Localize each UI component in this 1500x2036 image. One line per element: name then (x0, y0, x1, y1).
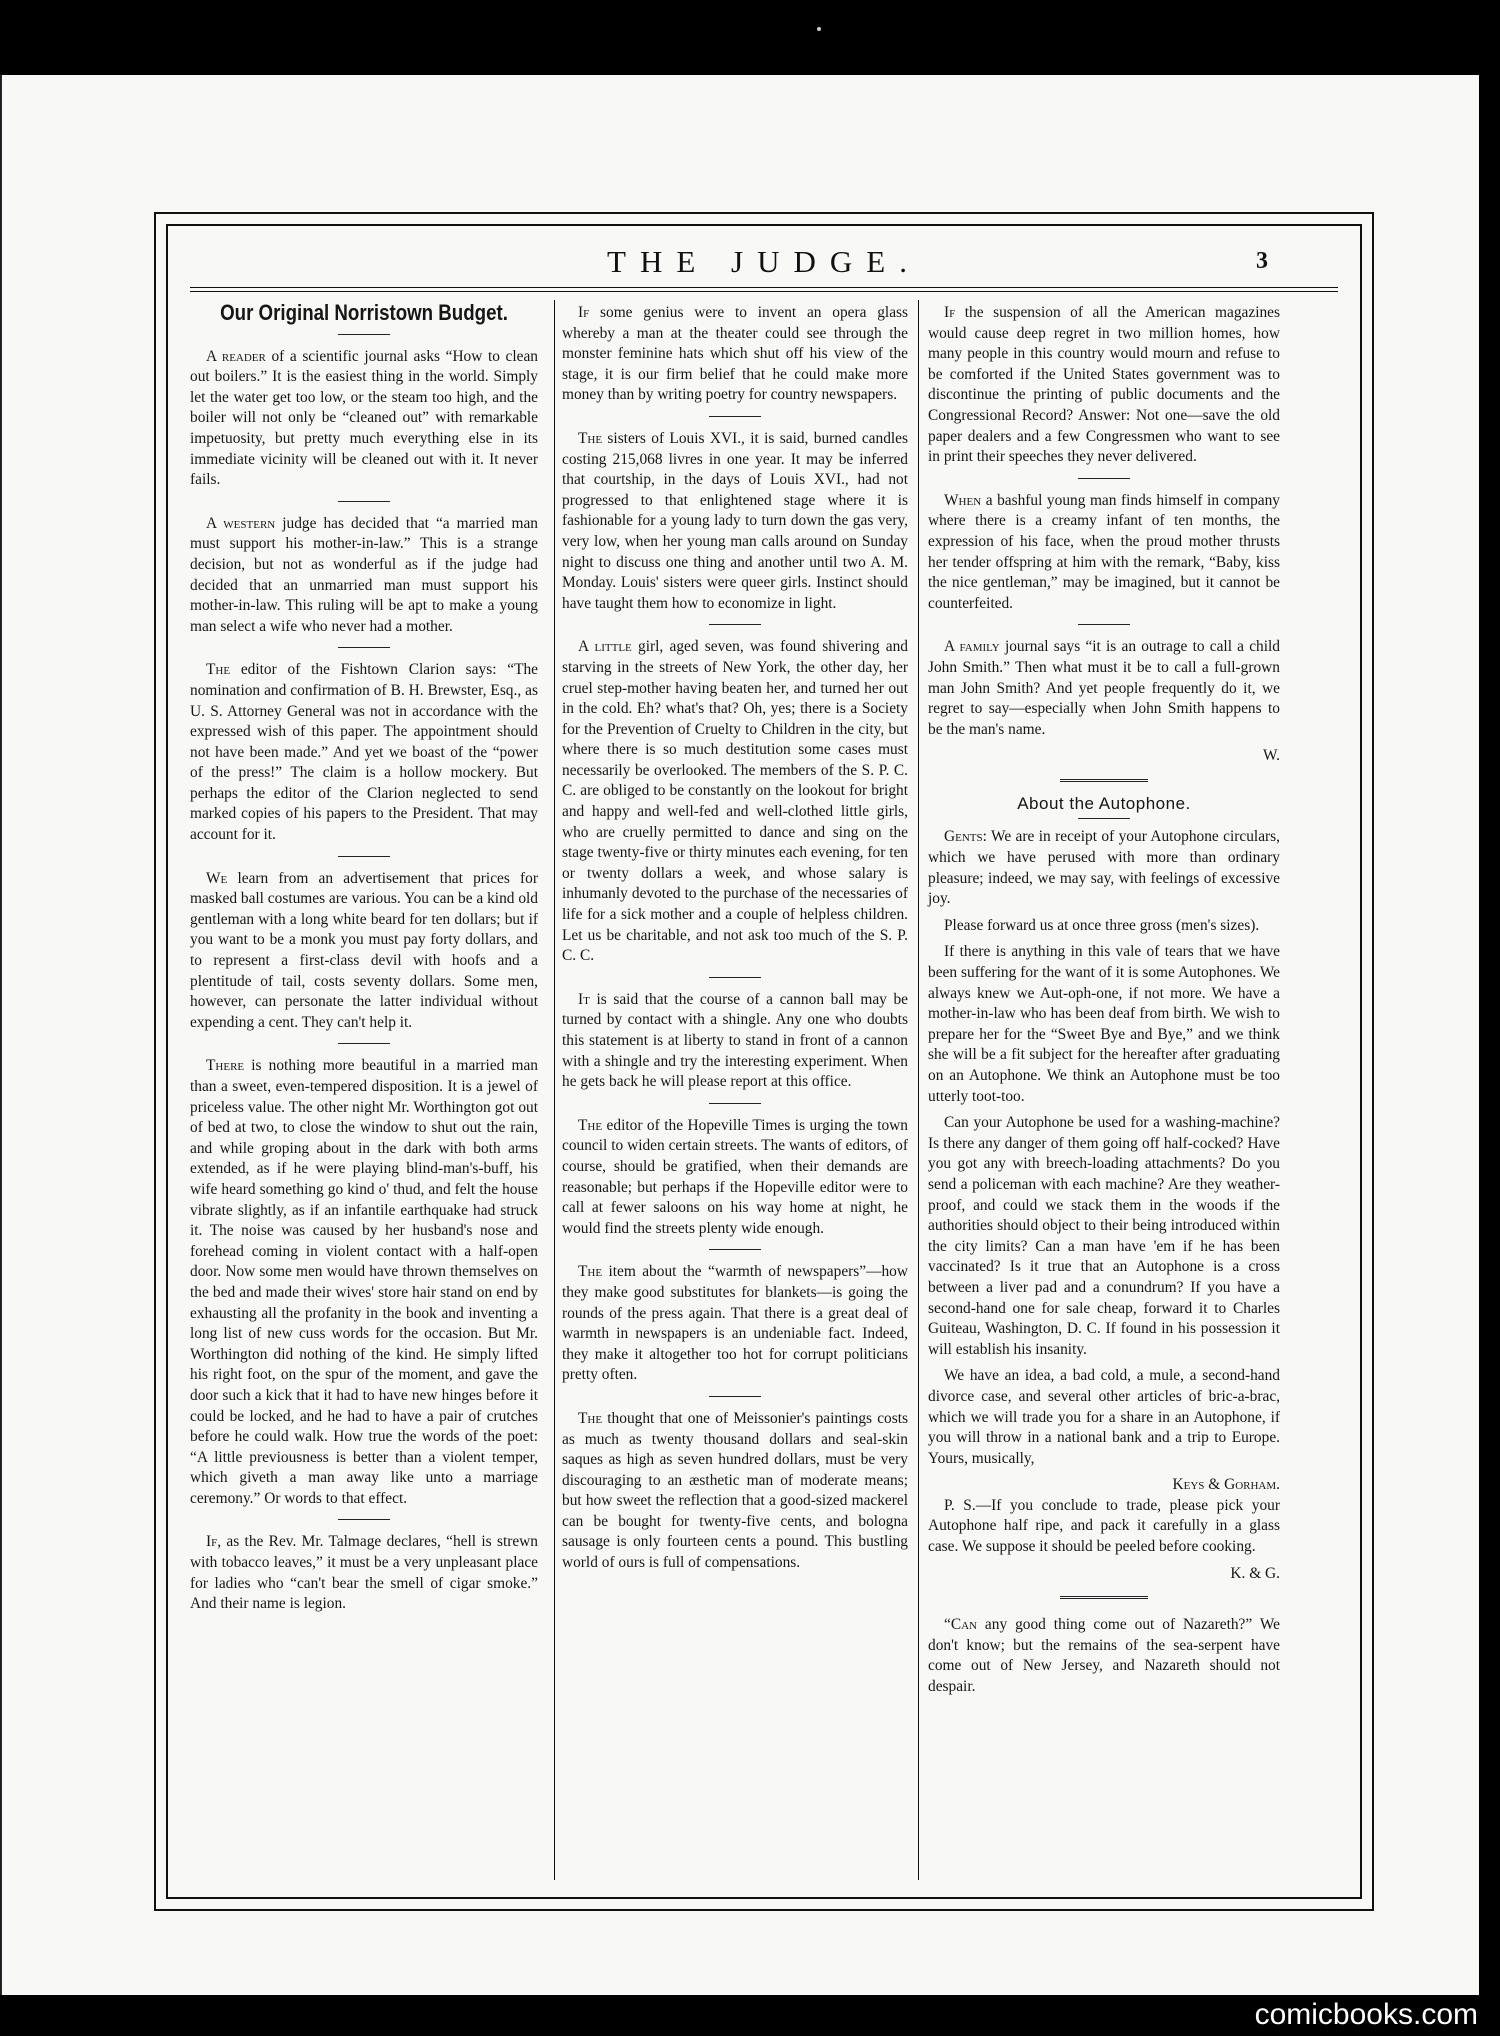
article: When a bashful young man finds himself in company where there is a creamy infant of ten months, the expression of his face, when the proud mother thrusts her tender offspring at him with the remark, “Baby, kiss the nice gentleman,” may be imagined, but it cannot be counterfeited. (928, 491, 1280, 612)
signature: K. & G. (1230, 1564, 1280, 1582)
article: The thought that one of Meissonier's paintings costs as much as twenty thousand dollars and seal-skin saques as high as seven hundred dollars, must be very discouraging to an æsthetic man of moderate means; but how sweet the reflection that a good-sized mackerel can be bought for twenty-five cents, and bologna sausage is only fourteen cents a pound. This bustling world of ours is full of compensations. (562, 1409, 908, 1572)
column-rule-1 (554, 300, 555, 1880)
separator (1078, 624, 1130, 625)
column-3 (928, 303, 1280, 1704)
article: A family journal says “it is an outrage to call a child John Smith.” Then what must it be to call a full-grown man John Smith? And yet people frequently do it, we regret to say—especially when John Smith happens to be the man's name. (928, 638, 1280, 738)
article: “Can any good thing come out of Nazareth?” We don't know; but the remains of the sea-serpent have come out of New Jersey, and Nazareth should not despair. (928, 1616, 1280, 1696)
article: A western judge has decided that “a married man must support his mother-in-law.” This is a strange decision, but not as wonderful as if the judge had decided that an unmarried man must support his mother-in-law. This ruling will be apt to make a young man select a wife who never had a mother. (190, 514, 539, 635)
watermark: comicbooks.com (1254, 1998, 1478, 2031)
separator (338, 647, 390, 648)
article: It is said that the course of a cannon ball may be turned by contact with a shingle. Any one who doubts this statement is at liberty to stand in front of a cannon with a shingle and try the interesting experiment. When he gets back he will please report at this office. (562, 990, 908, 1091)
article: The editor of the Hopeville Times is urging the town council to widen certain streets. The wants of editors, of course, should be gratified, when their demands are reasonable; but perhaps if the Hopeville editor were to call at fewer saloons on his way home at night, he would find the streets plenty wide enough. (562, 1116, 908, 1237)
letter-paragraph: Can your Autophone be used for a washing-machine? Is there any danger of them going off half-cocked? Have you got any with breech-loading attachments? Do you send a policeman with each machine? Are they weather-proof, and could we stack them in the woods if the authorities should object to their being introduced within the city limits? Can a man have 'em if he has been vaccinated? Is it true that an Autophone is a cross between a liver pad and a conundrum? If you have a second-hand one for sale cheap, forward it to Charles Guiteau, Washington, D. C. If found in his possession it will establish his insanity. (928, 1114, 1280, 1358)
letter-paragraph: Gents: We are in receipt of your Autophone circulars, which we have perused with more than ordinary pleasure; indeed, we may say, with feelings of excessive joy. (928, 828, 1280, 908)
separator (709, 624, 761, 625)
article: There is nothing more beautiful in a married man than a sweet, even-tempered disposition. It is a jewel of priceless value. The other night Mr. Worthington got out of bed at two, to close the window to shut out the rain, and while groping about in the dark with both arms extended, as if he were playing blind-man's-buff, his wife heard something go kind o' thud, and felt the house vibrate slightly, as if an infantile earthquake had struck it. The noise was caused by her husband's nose and forehead coming in violent contact with a half-open door. Now some men would have thrown themselves on the bed and made their wives' store hair stand on end by exhausting all the profanity in the book and inventing a long list of new cuss words for the occasion. But Mr. Worthington did nothing of the kind. He simply lifted his right foot, on the spur of the moment, and gave the door such a kick that it had to have new hinges before it could be locked, and he had to have a pair of crutches before he could walk. How true the words of the poet: “A little previousness is better than a violent temper, which giveth a man away like unto a marriage ceremony.” Or words to that effect. (190, 1057, 538, 1507)
letter-paragraph: P. S.—If you conclude to trade, please pick your Autophone half ripe, and pack it carefully in a glass case. We suppose it should be peeled before cooking. (928, 1496, 1280, 1556)
separator (709, 1103, 761, 1104)
separator (338, 501, 390, 502)
dust-speck (817, 27, 821, 31)
column-2 (562, 303, 908, 1580)
letter-paragraph: Please forward us at once three gross (men's sizes). (944, 916, 1260, 934)
article: If the suspension of all the American magazines would cause deep regret in two million homes, how many people in this country would mourn and refuse to be comforted if the United States government was to discontinue the printing of public documents and the Congressional Record? Answer: Not one—save the old paper dealers and a few Congressmen who want to see in print their speeches they never delivered. (928, 304, 1280, 466)
masthead-title: THE JUDGE. (607, 244, 921, 279)
separator (338, 1519, 390, 1520)
budget-heading: Our Original Norristown Budget. (220, 300, 508, 325)
separator (338, 334, 390, 335)
article: If some genius were to invent an opera glass whereby a man at the theater could see through the monster feminine hats which shut off his view of the stage, it is our firm belief that he could make more money than by writing poetry for country newspapers. (562, 304, 908, 404)
double-separator (1060, 779, 1148, 784)
column-1 (190, 300, 539, 1621)
autophone-heading: About the Autophone. (1017, 793, 1191, 813)
article: If, as the Rev. Mr. Talmage declares, “hell is strewn with tobacco leaves,” it must be a very unpleasant place for ladies who “can't bear the smell of cigar smoke.” And their name is legion. (190, 1533, 538, 1613)
separator (709, 416, 761, 417)
signature: Keys & Gorham. (1172, 1476, 1280, 1494)
signature: W. (1263, 747, 1280, 765)
double-separator (1060, 1596, 1148, 1601)
separator (709, 977, 761, 978)
article: A reader of a scientific journal asks “How to clean out boilers.” It is the easiest thing in the world. Simply let the water get too low, or the steam too high, and the boiler will not only be “cleaned out” with remarkable impetuosity, but pretty much everything else in its immediate vicinity will be cleaned out with it. It never fails. (190, 347, 538, 489)
separator (709, 1249, 761, 1250)
separator (338, 856, 390, 857)
article: A little girl, aged seven, was found shivering and starving in the streets of New York, the other day, her cruel step-mother having beaten her, and turned her out in the cold. Eh? what's that? Oh, yes; there is a Society for the Prevention of Cruelty to Children in the city, but where there is so much destitution some cases must necessarily be overlooked. The members of the S. P. C. C. are obliged to be constantly on the lookout for bright and happy and well-fed and well-clothed little girls, who are cruelly permitted to dance and sing on the stage twenty-five or thirty minutes each evening, for ten or twenty dollars a week, and whose salary is inhumanly devoted to the purchase of the necessaries of life for a sick mother and a couple of helpless children. Let us be charitable, and not ask too much of the S. P. C. C. (562, 638, 908, 965)
column-rule-2 (918, 300, 919, 1880)
article: The item about the “warmth of newspapers”—how they make good substitutes for blankets—is going the rounds of the press again. That there is a great deal of warmth in newspapers is an undeniable fact. Indeed, they make it altogether too hot for corrupt politicians pretty often. (562, 1263, 908, 1384)
masthead-rule (190, 287, 1338, 288)
separator (338, 1043, 390, 1044)
masthead-rule-2 (190, 291, 1338, 292)
article: The sisters of Louis XVI., it is said, burned candles costing 215,068 livres in one year. It may be inferred that courtship, in the days of Louis XVI., had not progressed to that enlightened stage where it is fashionable for a young lady to turn down the gas very, very low, when her young man calls around on Sunday night to discuss one thing and another until two A. M. Monday. Louis' sisters were queer girls. Instinct should have taught them how to economize in light. (562, 429, 908, 612)
page-number: 3 (1256, 248, 1268, 274)
separator (1078, 818, 1130, 819)
letter-paragraph: We have an idea, a bad cold, a mule, a second-hand divorce case, and several other articles of bric-a-brac, which we will trade you for a share in an Autophone, if you will throw in a national bank and a trip to Europe. Yours, musically, (928, 1367, 1280, 1467)
separator (709, 1396, 761, 1397)
separator (1078, 478, 1130, 479)
letter-paragraph: If there is anything in this vale of tears that we have been suffering for the want of it is some Autophones. We always knew we Aut-oph-one, if not more. We have a mother-in-law who has been deaf from birth. We wish to prepare her for the “Sweet Bye and Bye,” and we think she will be a fit subject for the hereafter after graduating on an Autophone. We think an Autophone must be too utterly toot-too. (928, 943, 1280, 1105)
article: The editor of the Fishtown Clarion says: “The nomination and confirmation of B. H. Brewster, Esq., as U. S. Attorney General was not in accordance with the expressed wish of this paper. The appointment should not have been made.” And yet we boast of the “power of the press!” The claim is a hollow mockery. But perhaps the editor of the Clarion neglected to send marked copies of his papers to the President. That may account for it. (190, 661, 538, 844)
article: We learn from an advertisement that prices for masked ball costumes are various. You can be a kind old gentleman with a long white beard for ten dollars; but if you want to be a monk you must pay forty dollars, and to represent a first-class devil with hoofs and a plentitude of tail, costs seventy dollars. Some men, however, can personate the latter individual without expending a cent. They can't help it. (190, 869, 538, 1031)
